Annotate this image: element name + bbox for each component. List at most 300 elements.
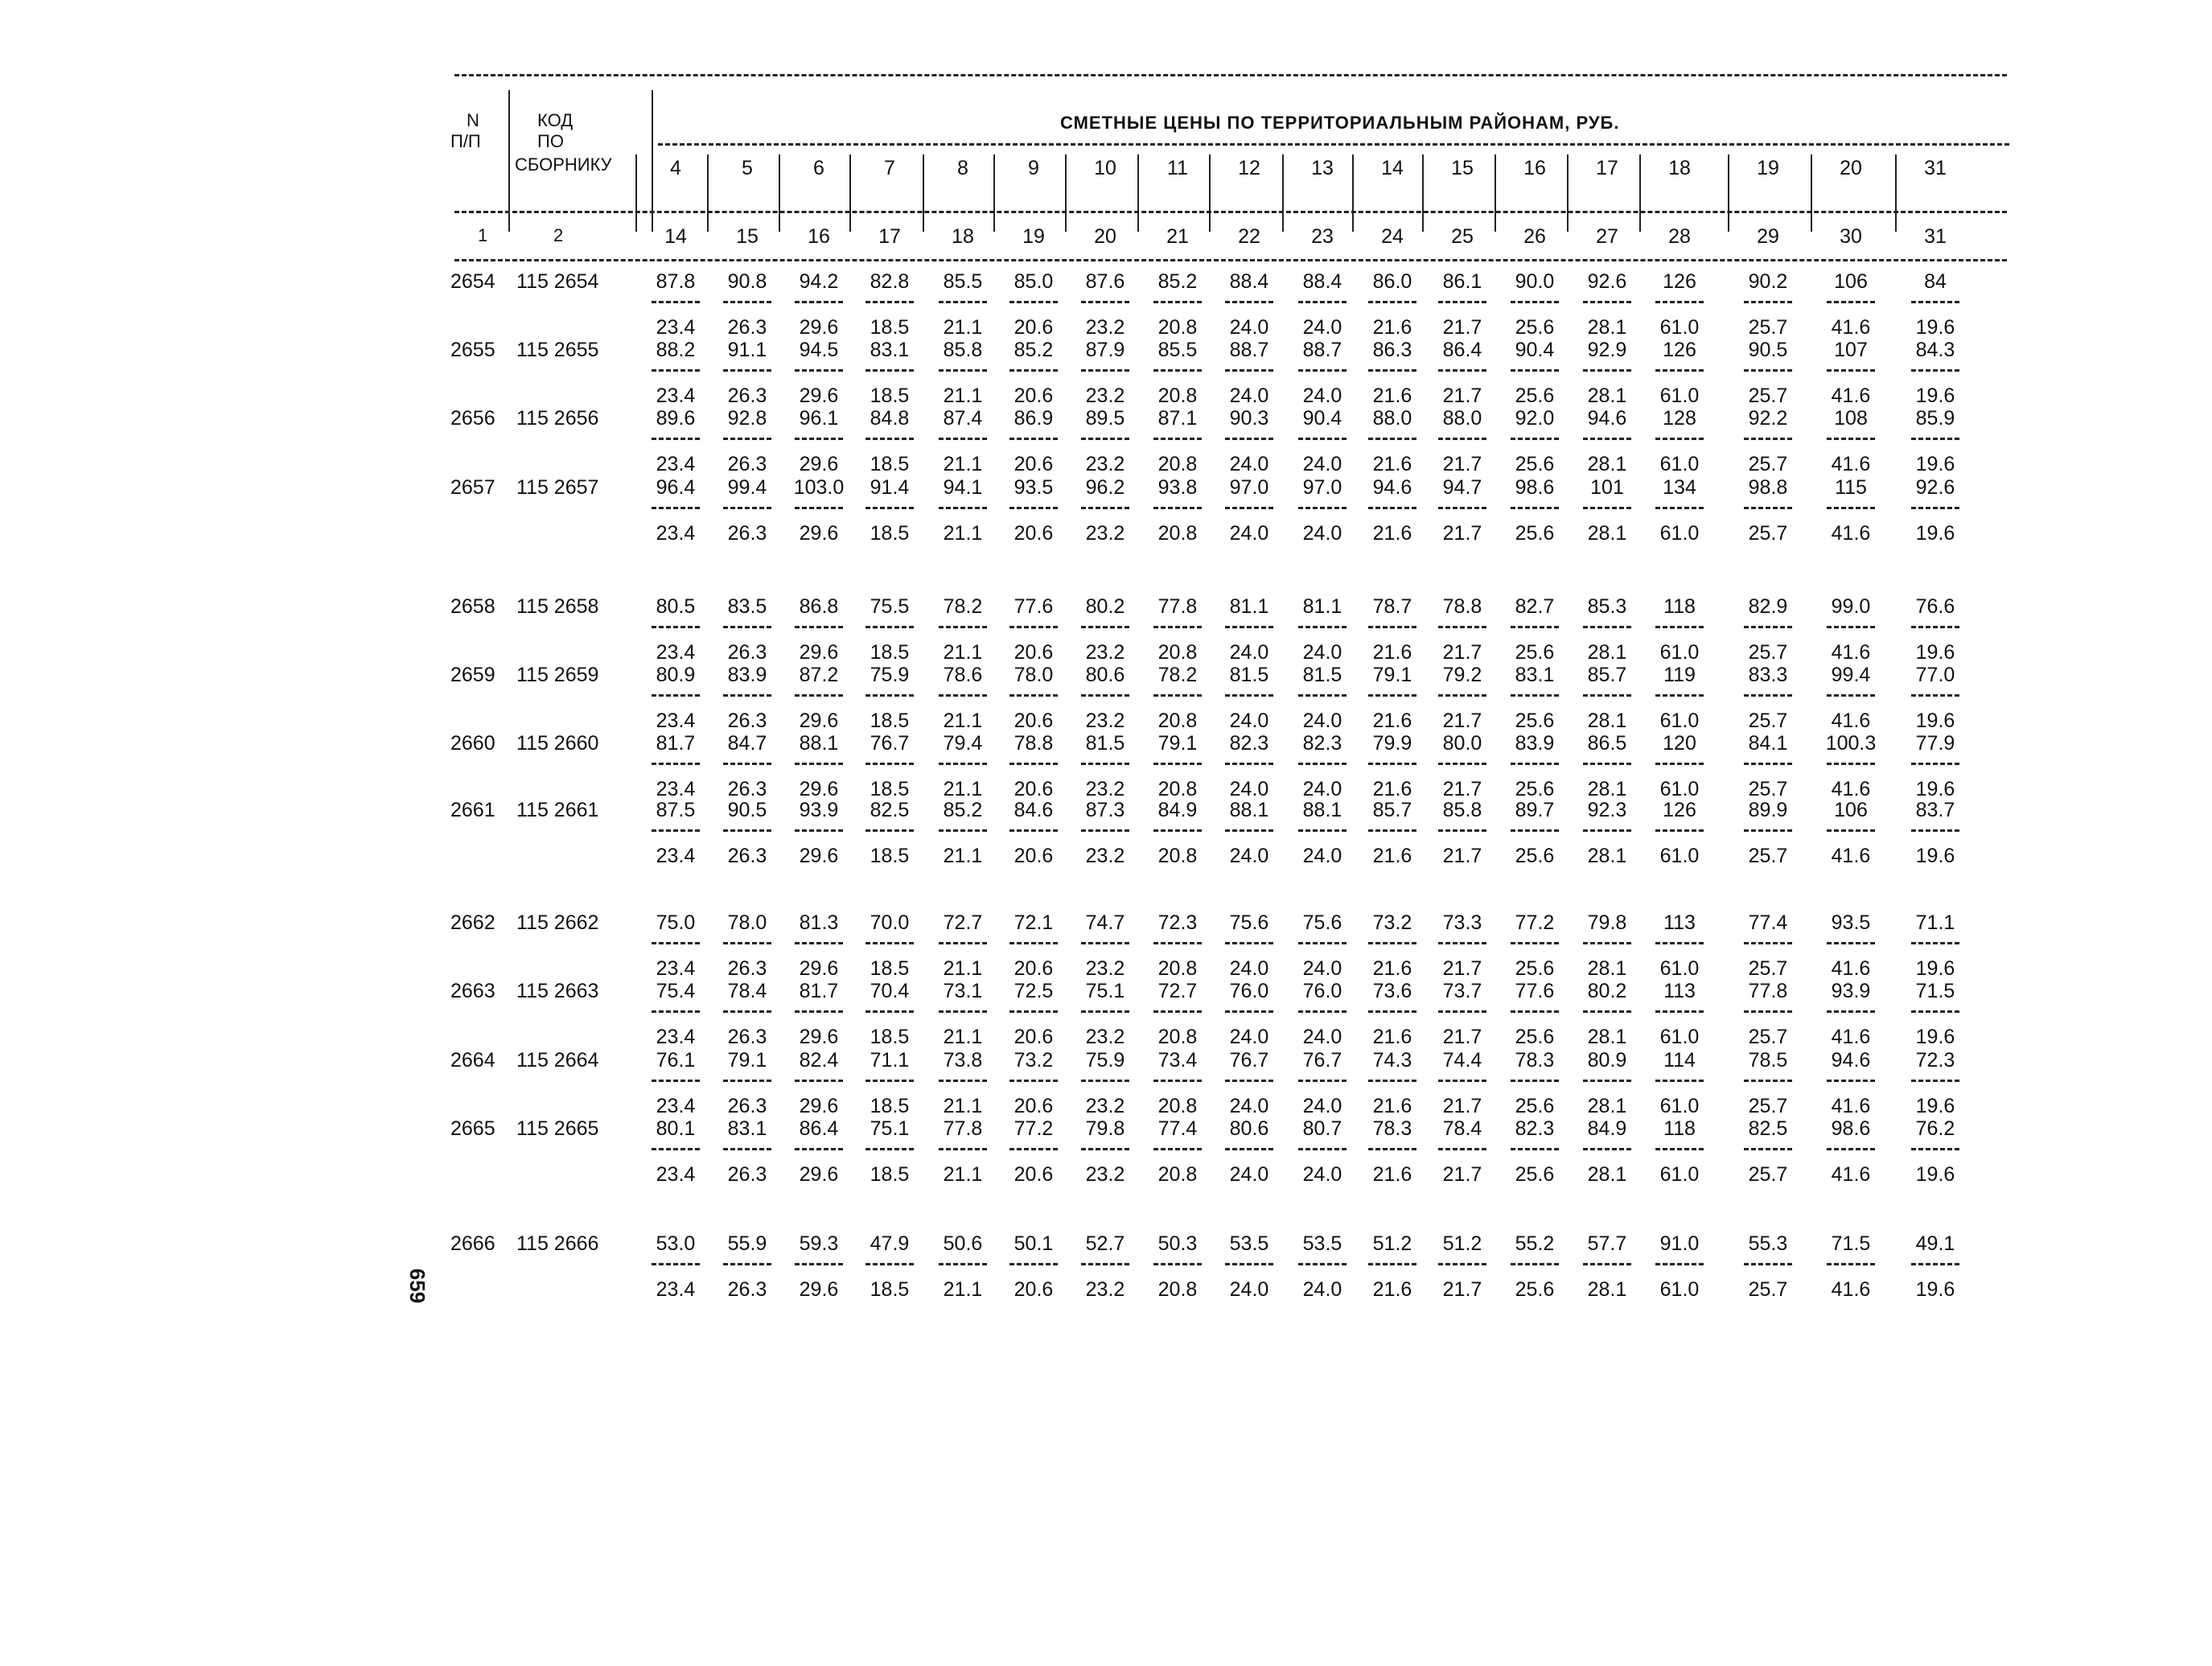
base-value: 19.6 [1915,453,1955,475]
fraction-bar [939,369,987,372]
base-value: 25.6 [1515,316,1555,339]
price-value: 85.2 [943,799,983,821]
fraction-bar [1298,1148,1347,1150]
base-value: 21.6 [1372,845,1412,867]
base-value: 21.6 [1372,710,1412,732]
price-value: 77.8 [1748,980,1788,1002]
column-number: 15 [736,225,759,248]
price-value: 77.8 [1157,595,1198,618]
price-value: 85.8 [943,339,983,361]
base-value: 18.5 [870,1278,910,1301]
base-value: 41.6 [1831,957,1871,980]
fraction-bar [865,942,914,944]
price-value: 83.9 [727,664,767,686]
price-value: 84.9 [1157,799,1198,821]
column-number: 29 [1757,225,1779,248]
base-value: 28.1 [1587,453,1627,475]
price-value: 85.5 [943,270,983,293]
price-value: 82.4 [799,1049,839,1072]
fraction-bar [1655,1080,1704,1082]
base-value: 23.2 [1085,1095,1125,1117]
fraction-bar [652,829,700,832]
base-value: 41.6 [1831,316,1871,339]
price-value: 113 [1663,980,1696,1002]
base-value: 25.6 [1515,522,1555,545]
base-value: 18.5 [870,316,910,339]
fraction-bar [939,1148,987,1150]
fraction-bar [652,1263,700,1265]
price-value: 78.5 [1748,1049,1788,1072]
price-value: 85.0 [1013,270,1054,293]
price-value: 72.3 [1157,911,1198,934]
base-value: 29.6 [799,641,839,664]
fraction-bar [652,1080,700,1082]
fraction-bar [652,626,700,628]
fraction-bar [1153,694,1202,697]
base-value: 21.7 [1442,385,1482,407]
base-value: 24.0 [1229,778,1269,800]
base-value: 20.8 [1157,778,1198,800]
fraction-bar [1009,301,1058,303]
base-value: 20.8 [1157,710,1198,732]
fraction-bar [1368,1010,1416,1013]
region-number: 20 [1840,157,1862,179]
price-value: 80.5 [656,595,696,618]
base-value: 25.6 [1515,453,1555,475]
base-value: 28.1 [1587,710,1627,732]
fraction-bar [1583,626,1631,628]
price-value: 86.3 [1372,339,1412,361]
base-value: 21.6 [1372,1278,1412,1301]
row-number: 2666 [450,1232,495,1255]
base-value: 18.5 [870,522,910,545]
fraction-bar [1153,1148,1202,1150]
fraction-bar [1368,1263,1416,1265]
price-value: 59.3 [799,1232,839,1255]
base-value: 25.7 [1748,641,1788,664]
price-value: 77.6 [1013,595,1054,618]
fraction-bar [1368,694,1416,697]
base-value: 23.4 [656,710,696,732]
base-value: 25.7 [1748,845,1788,867]
base-value: 21.7 [1442,453,1482,475]
price-value: 47.9 [870,1232,910,1255]
base-value: 24.0 [1302,1278,1342,1301]
fraction-bar [652,694,700,697]
price-value: 94.5 [799,339,839,361]
base-value: 25.7 [1748,522,1788,545]
fraction-bar [1744,626,1792,628]
price-value: 57.7 [1587,1232,1627,1255]
fraction-bar [1153,1010,1202,1013]
base-value: 21.7 [1442,957,1482,980]
price-value: 79.4 [943,732,983,755]
fraction-bar [795,763,843,765]
price-value: 50.1 [1013,1232,1054,1255]
price-value: 76.2 [1915,1117,1955,1140]
fraction-bar [723,507,771,509]
base-value: 29.6 [799,778,839,800]
fraction-bar [1438,301,1486,303]
base-value: 28.1 [1587,778,1627,800]
base-value: 24.0 [1229,710,1269,732]
base-value: 21.6 [1372,522,1412,545]
base-value: 21.1 [943,778,983,800]
base-value: 20.6 [1013,641,1054,664]
price-value: 88.2 [656,339,696,361]
fraction-bar [723,694,771,697]
fraction-bar [1298,507,1347,509]
fraction-bar [1744,301,1792,303]
fraction-bar [723,438,771,440]
column-number: 20 [1094,225,1116,248]
row-code: 115 2660 [516,732,599,755]
fraction-bar [795,694,843,697]
fraction-bar [1511,626,1559,628]
fraction-bar [1511,942,1559,944]
base-value: 21.6 [1372,453,1412,475]
price-value: 98.6 [1831,1117,1871,1140]
fraction-bar [652,942,700,944]
fraction-bar [795,507,843,509]
region-number: 10 [1094,157,1116,179]
base-value: 25.7 [1748,957,1788,980]
base-value: 20.6 [1013,522,1054,545]
fraction-bar [1911,301,1959,303]
base-value: 26.3 [727,1278,767,1301]
price-value: 97.0 [1229,476,1269,499]
fraction-bar [939,626,987,628]
base-value: 20.8 [1157,1163,1198,1186]
base-value: 23.4 [656,1278,696,1301]
base-value: 18.5 [870,957,910,980]
header-bottom-rule [454,259,2007,261]
fraction-bar [1225,507,1273,509]
base-value: 61.0 [1659,316,1700,339]
price-value: 91.1 [727,339,767,361]
fraction-bar [1911,1080,1959,1082]
price-value: 73.2 [1013,1049,1054,1072]
price-value: 78.2 [1157,664,1198,686]
base-value: 21.7 [1442,522,1482,545]
fraction-bar [1655,829,1704,832]
fraction-bar [1009,1010,1058,1013]
base-value: 21.1 [943,522,983,545]
price-value: 107 [1834,339,1868,361]
price-value: 53.5 [1302,1232,1342,1255]
price-value: 88.1 [1229,799,1269,821]
price-value: 92.2 [1748,407,1788,430]
fraction-bar [1438,942,1486,944]
base-value: 25.6 [1515,1278,1555,1301]
fraction-bar [1153,301,1202,303]
base-value: 26.3 [727,1026,767,1048]
base-value: 24.0 [1302,453,1342,475]
fraction-bar [1911,829,1959,832]
base-value: 21.7 [1442,710,1482,732]
price-value: 85.2 [1013,339,1054,361]
price-value: 88.4 [1229,270,1269,293]
base-value: 28.1 [1587,1278,1627,1301]
fraction-bar [1298,301,1347,303]
base-value: 41.6 [1831,1026,1871,1048]
region-divider [849,154,851,232]
price-value: 93.9 [799,799,839,821]
fraction-bar [1655,1148,1704,1150]
fraction-bar [1511,438,1559,440]
fraction-bar [1153,1080,1202,1082]
price-value: 86.4 [799,1117,839,1140]
price-value: 92.6 [1915,476,1955,499]
price-value: 77.4 [1157,1117,1198,1140]
column-number: 14 [664,225,687,248]
base-value: 24.0 [1302,957,1342,980]
price-value: 84.6 [1013,799,1054,821]
price-value: 77.0 [1915,664,1955,686]
price-value: 73.2 [1372,911,1412,934]
fraction-bar [795,942,843,944]
price-value: 80.6 [1229,1117,1269,1140]
base-value: 20.8 [1157,316,1198,339]
price-value: 76.7 [1229,1049,1269,1072]
fraction-bar [865,694,914,697]
price-value: 88.7 [1302,339,1342,361]
price-value: 75.1 [870,1117,910,1140]
base-value: 25.6 [1515,1163,1555,1186]
base-value: 25.6 [1515,385,1555,407]
base-value: 19.6 [1915,641,1955,664]
fraction-bar [795,369,843,372]
base-value: 20.6 [1013,1095,1054,1117]
price-value: 103.0 [793,476,845,499]
price-value: 85.2 [1157,270,1198,293]
fraction-bar [652,438,700,440]
fraction-bar [1009,829,1058,832]
fraction-bar [1827,1263,1875,1265]
base-value: 21.1 [943,845,983,867]
fraction-bar [1438,1080,1486,1082]
fraction-bar [723,942,771,944]
price-value: 85.9 [1915,407,1955,430]
fraction-bar [1153,763,1202,765]
fraction-bar [723,369,771,372]
fraction-bar [795,1148,843,1150]
fraction-bar [652,301,700,303]
price-value: 53.0 [656,1232,696,1255]
price-value: 86.5 [1587,732,1627,755]
base-value: 23.2 [1085,1278,1125,1301]
price-value: 80.7 [1302,1117,1342,1140]
region-divider [1567,154,1569,232]
fraction-bar [1009,626,1058,628]
fraction-bar [1911,694,1959,697]
fraction-bar [1225,1010,1273,1013]
fraction-bar [1368,763,1416,765]
price-value: 81.5 [1085,732,1125,755]
fraction-bar [1655,942,1704,944]
fraction-bar [1438,438,1486,440]
price-value: 89.9 [1748,799,1788,821]
fraction-bar [1081,1263,1129,1265]
base-value: 28.1 [1587,1026,1627,1048]
fraction-bar [1438,694,1486,697]
fraction-bar [652,1010,700,1013]
price-value: 79.8 [1085,1117,1125,1140]
base-value: 61.0 [1659,1026,1700,1048]
base-value: 20.6 [1013,453,1054,475]
price-value: 71.1 [870,1049,910,1072]
price-value: 71.5 [1915,980,1955,1002]
fraction-bar [1438,1148,1486,1150]
fraction-bar [1081,942,1129,944]
fraction-bar [1298,942,1347,944]
price-value: 87.4 [943,407,983,430]
base-value: 24.0 [1229,1095,1269,1117]
region-divider [1639,154,1641,232]
price-value: 55.2 [1515,1232,1555,1255]
fraction-bar [1081,438,1129,440]
region-number: 14 [1381,157,1404,179]
base-value: 61.0 [1659,1278,1700,1301]
price-value: 90.8 [727,270,767,293]
fraction-bar [652,1148,700,1150]
price-value: 88.7 [1229,339,1269,361]
fraction-bar [723,1080,771,1082]
fraction-bar [1009,1080,1058,1082]
price-value: 82.3 [1302,732,1342,755]
price-value: 87.5 [656,799,696,821]
price-value: 82.9 [1748,595,1788,618]
base-value: 26.3 [727,957,767,980]
region-number: 13 [1311,157,1334,179]
base-value: 23.2 [1085,522,1125,545]
base-value: 24.0 [1229,1163,1269,1186]
fraction-bar [1911,1263,1959,1265]
fraction-bar [1368,369,1416,372]
price-value: 80.9 [1587,1049,1627,1072]
price-value: 128 [1663,407,1696,430]
base-value: 20.6 [1013,1026,1054,1048]
price-value: 72.5 [1013,980,1054,1002]
base-value: 61.0 [1659,1095,1700,1117]
row-number: 2661 [450,799,495,821]
price-value: 78.8 [1442,595,1482,618]
price-value: 50.6 [943,1232,983,1255]
region-divider [707,154,709,232]
fraction-bar [939,763,987,765]
row-code: 115 2661 [516,799,599,821]
base-value: 29.6 [799,845,839,867]
base-value: 24.0 [1302,1095,1342,1117]
base-value: 21.1 [943,1278,983,1301]
fraction-bar [1438,626,1486,628]
base-value: 20.6 [1013,316,1054,339]
fraction-bar [939,1080,987,1082]
price-value: 85.5 [1157,339,1198,361]
price-value: 78.3 [1372,1117,1412,1140]
base-value: 21.1 [943,957,983,980]
fraction-bar [1368,507,1416,509]
price-value: 90.4 [1515,339,1555,361]
base-value: 20.8 [1157,1278,1198,1301]
fraction-bar [1298,438,1347,440]
base-value: 21.1 [943,710,983,732]
fraction-bar [1298,829,1347,832]
base-value: 25.7 [1748,710,1788,732]
row-number: 2664 [450,1049,495,1072]
fraction-bar [1655,507,1704,509]
fraction-bar [1827,829,1875,832]
price-value: 51.2 [1372,1232,1412,1255]
price-value: 84.9 [1587,1117,1627,1140]
price-value: 126 [1663,270,1696,293]
price-value: 76.7 [870,732,910,755]
column-number: 31 [1924,225,1947,248]
price-value: 120 [1663,732,1696,755]
region-divider [1728,154,1729,232]
base-value: 28.1 [1587,1095,1627,1117]
price-value: 99.4 [727,476,767,499]
fraction-bar [1368,942,1416,944]
price-value: 126 [1663,799,1696,821]
base-value: 23.4 [656,957,696,980]
price-value: 101 [1590,476,1624,499]
price-value: 99.4 [1831,664,1871,686]
price-value: 92.8 [727,407,767,430]
price-value: 80.1 [656,1117,696,1140]
price-value: 80.9 [656,664,696,686]
price-value: 77.2 [1013,1117,1054,1140]
fraction-bar [1009,507,1058,509]
fraction-bar [1081,763,1129,765]
row-number: 2663 [450,980,495,1002]
row-number: 2655 [450,339,495,361]
price-value: 78.4 [727,980,767,1002]
price-value: 71.1 [1915,911,1955,934]
base-value: 23.4 [656,316,696,339]
price-value: 83.1 [727,1117,767,1140]
base-value: 25.6 [1515,1026,1555,1048]
region-divider [993,154,995,232]
base-value: 20.8 [1157,957,1198,980]
price-value: 92.9 [1587,339,1627,361]
column-number: 30 [1840,225,1862,248]
base-value: 24.0 [1229,1278,1269,1301]
base-value: 61.0 [1659,778,1700,800]
base-value: 25.7 [1748,1026,1788,1048]
price-value: 89.6 [656,407,696,430]
fraction-bar [1511,1080,1559,1082]
base-value: 23.2 [1085,957,1125,980]
fraction-bar [1583,301,1631,303]
base-value: 29.6 [799,1026,839,1048]
price-value: 83.7 [1915,799,1955,821]
price-value: 88.0 [1372,407,1412,430]
price-value: 75.1 [1085,980,1125,1002]
fraction-bar [1583,1080,1631,1082]
base-value: 24.0 [1302,1026,1342,1048]
column-number: 17 [878,225,901,248]
price-value: 75.4 [656,980,696,1002]
base-value: 29.6 [799,1278,839,1301]
region-divider [779,154,780,232]
fraction-bar [1911,1010,1959,1013]
price-value: 82.7 [1515,595,1555,618]
fraction-bar [865,438,914,440]
price-value: 134 [1663,476,1696,499]
row-number: 2665 [450,1117,495,1140]
fraction-bar [865,1263,914,1265]
